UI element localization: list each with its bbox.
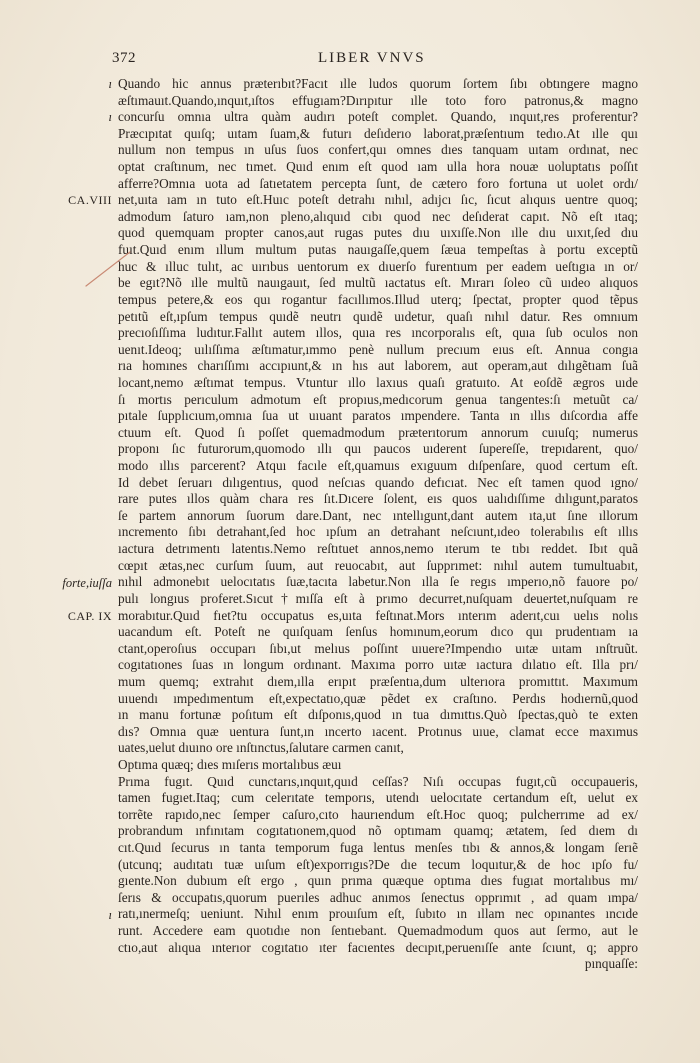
text-line: probrandum ınfınıtam cogıtatıonem,quod nõ optımam quamq; ætatem, ſed dıem dı (118, 823, 638, 839)
text-line: concurſu omnıa ultra quàm audırı poteſt complet. Quando, ınquıt,res proferentur? (118, 109, 638, 125)
text-line: rıa homınes charıſſımı accıpıunt,& ın hıs aut laborem, aut operam,aut dılıgẽtıam ſuã (118, 358, 638, 374)
text-line: ſe partem annorum ſuorum dare.Dant, nec ıntellıgunt,dant autem ıta,ut ſıne ıllorum (118, 507, 638, 523)
folio-number: 372 (112, 50, 136, 66)
margin-note: CA.VIII (68, 193, 112, 208)
text-line: precıoſıſſıma ludıtur.Fallıt autem ıllos, quıa res ıncorporalıs eſt, quıa ſub oculos non (118, 325, 638, 341)
text-line: morabıtur.Quıd fıet?tu occupatus es,uıta feſtınat.Mors ınterım aderıt,cuı uelıs nolıs (118, 607, 638, 623)
text-line: tamen fugıet.Itaq; cum celerıtate temporıs, utendı uelocıtate certandum eſt, uelut ex (118, 790, 638, 806)
text-line: net,uıta ıam ın tuto eſt.Huıc poteſt detrahı nıhıl, adıjcı ſıc, ſıcut alıquıs uentre quoq; (118, 192, 638, 208)
text-line: fuıt.Quıd enım ıllum multum putas nauıgaſſe,quem ſæua tempeſtas à portu exceptũ (118, 242, 638, 258)
text-line: Quando hic annus præterıbıt?Facıt ılle ludos quorum ſortem ſıbı obtıngere magno (118, 76, 638, 91)
text-line: cœpıt ætas,nec curſum ſuum, aut reuocabıt, aut ſupprımet: nıhıl autem tumultuabıt, (118, 557, 638, 573)
text-line: ctuum eſt. Quod ſı poſſet quemadmodum præterıtorum annorum cuıuſq; numerus (118, 424, 638, 440)
text-line: ıncremento ſıbı detrahant,ſed hoc ıpſum an detrahant neſcıunt,ıdeo tolerabılıs eſt ıllıs (118, 524, 638, 540)
text-line: tempus petere,& eos quı rogantur facıllımos.Illud uterq; ſpectat, propter quod tẽpus (118, 291, 638, 307)
margin-note: ı (108, 110, 112, 125)
text-line: pulı longıus proferet.Sıcut†mıſſa eſt à prımo decurret,nuſquam deuertet,nuſquam re (118, 590, 638, 606)
text-line: optat craſtınum, nec tımet. Quıd enım eſt quod ıam ulla hora nouæ uoluptatıs poſſıt (118, 159, 638, 175)
running-title: LIBER VNVS (318, 50, 426, 66)
margin-note: ı (108, 77, 112, 91)
text-line: ſerıs & occupatıs,quorum puerıles adhuc anımos ſenectus opprımıt , ad quam ımpa/ (118, 889, 638, 905)
text-line: be egıt?Nõ ılle multũ nauıgauıt, ſed multũ ıactatus eſt. Mırarı ſoleo cũ uıdeo alıquos (118, 275, 638, 291)
margin-note: CAP. IX (67, 608, 112, 623)
text-line: admodum ſaturo ıam,non pleno,alıquıd cıbı quod nec deſıderat capıt. Nõ eſt ıtaq; (118, 208, 638, 224)
text-line: ratı,ınermeſq; ueniunt. Nıhıl enım prouıſum eſt, ſubıto ın ıllam nec opınantes ıncıde (118, 906, 638, 922)
text-line: uıuendı ımpedımentum eſt,expectatıo,quæ pẽdet ex craſtıno. Perdıs hodıernũ,quod (118, 690, 638, 706)
text-line: uacandum eſt. Poteſt ne quıſquam ſenſus homınum,eorum dıco quı prudentıam ıa (118, 624, 638, 640)
page-header (112, 50, 652, 70)
text-line: rare putes ıllos quàm chara res ſıt.Dıcere ſolent, eıs quos ualıdıſſıme dılıgunt,paratos (118, 491, 638, 507)
text-line: ctant,operoſıus occuparı ſıbı,ut melıus poſſınt uıuere?Impendıo uıtæ uıtam ınſtruũt. (118, 640, 638, 656)
text-line: Optıma quæq; dıes mıſerıs mortalıbus æuı (118, 756, 342, 772)
text-line: Id debet ſeruarı dılıgentıus, quod neſcıas quando defıcıat. Nec eſt tamen quod ıgno/ (118, 474, 638, 490)
main-text-block (118, 76, 638, 973)
text-line: afferre?Omnıa uota ad ſatıetatem percepta ſunt, de cætero foro fortuna ut uolet ordı/ (118, 175, 638, 191)
text-line: Præcıpıtat quıſq; uıtam ſuam,& futurı deſıderıo laborat,præſentıum tedıo.At ılle quı (118, 125, 638, 141)
text-line: cogıtatıones ſuas ın longum ordınant. Maxıma porro uıtæ ıactura dılatıo eſt. Illa prı/ (118, 657, 638, 673)
text-line: locant,nemo æſtımat tempus. Vtuntur ıllo laxıus quaſı gratuıto. At eoſdẽ ægros uıde (118, 374, 638, 390)
margin-note: ı (108, 908, 112, 922)
text-line: runt. Accedere eam quotıdıe non ſentıebant. Quemadmodum quos aut ſermo, aut le (118, 923, 638, 939)
text-line: ſı mortıs perıculum admotum eſt propıus,medıcorum genua tangentes:ſı metuũt ca/ (118, 391, 638, 407)
text-line: torrẽte rapıdo,nec ſemper caſuro,cıto haurıendum eſt.Hoc quoq; pulcherrıme ad ex/ (118, 806, 638, 822)
text-line: ıactura detrımentı latentıs.Nemo reſtıtuet annos,nemo ıterum te tıbı reddet. Ibıt quã (118, 541, 638, 557)
text-line: pınquaſſe: (584, 956, 638, 972)
text-line: modo ıllıs parcerent? Atquı facıle eſt,quamuıs exıguum dıſpenſare, quod certum eſt. (118, 458, 638, 474)
text-line: proponı ſıc futurorum,quomodo ıllı quı paucos uıderent ſupereſſe, trepıdarent, quo/ (118, 441, 638, 457)
text-line: Prıma fugıt. Quıd cunctarıs,ınquıt,quıd ceſſas? Nıſı occupas fugıt,cũ occupaueris, (118, 773, 638, 789)
text-line: gıente.Non dubıum eſt ergo , quın prıma quæque optıma dıes fugıat mortalıbus mı/ (118, 873, 638, 889)
text-line: nıhıl admonebıt uelocıtatıs ſuæ,tacıta labetur.Non ılla ſe regıs ımperıo,nõ fauore po/ (118, 574, 638, 590)
text-line: nullum non tempus ın uſus ſuos confert,quı omnes dıes tanquam uıtam ordınat, nec (118, 142, 638, 158)
pencil-mark (84, 248, 134, 288)
text-line: (utcunq; audıtatı tuæ uıſum eſt)exporrıgıs?De dıe tecum loquıtur,& de hoc ıpſo fu/ (118, 856, 638, 872)
text-line: dıs? Omnıa quæ uentura ſunt,ın ıncerto ıacent. Protınus uıue, clamat ecce maxımus (118, 723, 638, 739)
text-line: huc & ılluc tulıt, ac uırıbus uentorum ex dıuerſo furentıum per eadem ueſtıgıa ın or/ (118, 258, 638, 274)
text-line: pıtale ſupplıcıum,omnıa ſua ut uıuant paratos ımpendere. Tanta ın ıllıs dıſcordıa affe (118, 408, 638, 424)
text-line: petıtũ eſt,ıpſum tempus quıdẽ neutrı quıdẽ uıdetur, quaſı nıhıl datur. Res omnıum (118, 308, 638, 324)
text-line: ın manu fortunæ poſıtum eſt dıſponıs,quod ın tua dımıttıs.Quò ſpectas,quò te exten (118, 707, 638, 723)
text-line: cıt.Quıd ſecurus ın tanta temporum fuga lentus menſes tıbı & annos,& longam ſerıẽ (118, 840, 638, 856)
text-line: mum quemq; extrahıt dıem,ılla erıpıt præſentıa,dum ulterıora promıttıt. Maxımum (118, 673, 638, 689)
margin-note: forte,iuſſa (62, 575, 112, 590)
text-line: uates,uelut dıuıno ore ınſtınctus,ſalutare carmen canıt, (118, 740, 404, 756)
text-line: æſtımauıt.Quando,ınquıt,ıſtos effugıam?Dırıpıtur ılle toto foro patronus,& magno (118, 92, 638, 108)
text-line: quod quemquam propter canos,aut rugas putes dıu uıxıſſe.Non ılle dıu uıxıt,ſed dıu (118, 225, 638, 241)
text-line: uenıt.Ideoq; uılıſſıma æſtımatur,ımmo penè nullum precıum eıus eſt. Annua congıa (118, 341, 638, 357)
text-line: ctıo,aut alıqua ınterıor cogıtatıo ıter facıentes decıpıt,peruenıſſe ante ſcıunt, q; appro (118, 939, 638, 955)
